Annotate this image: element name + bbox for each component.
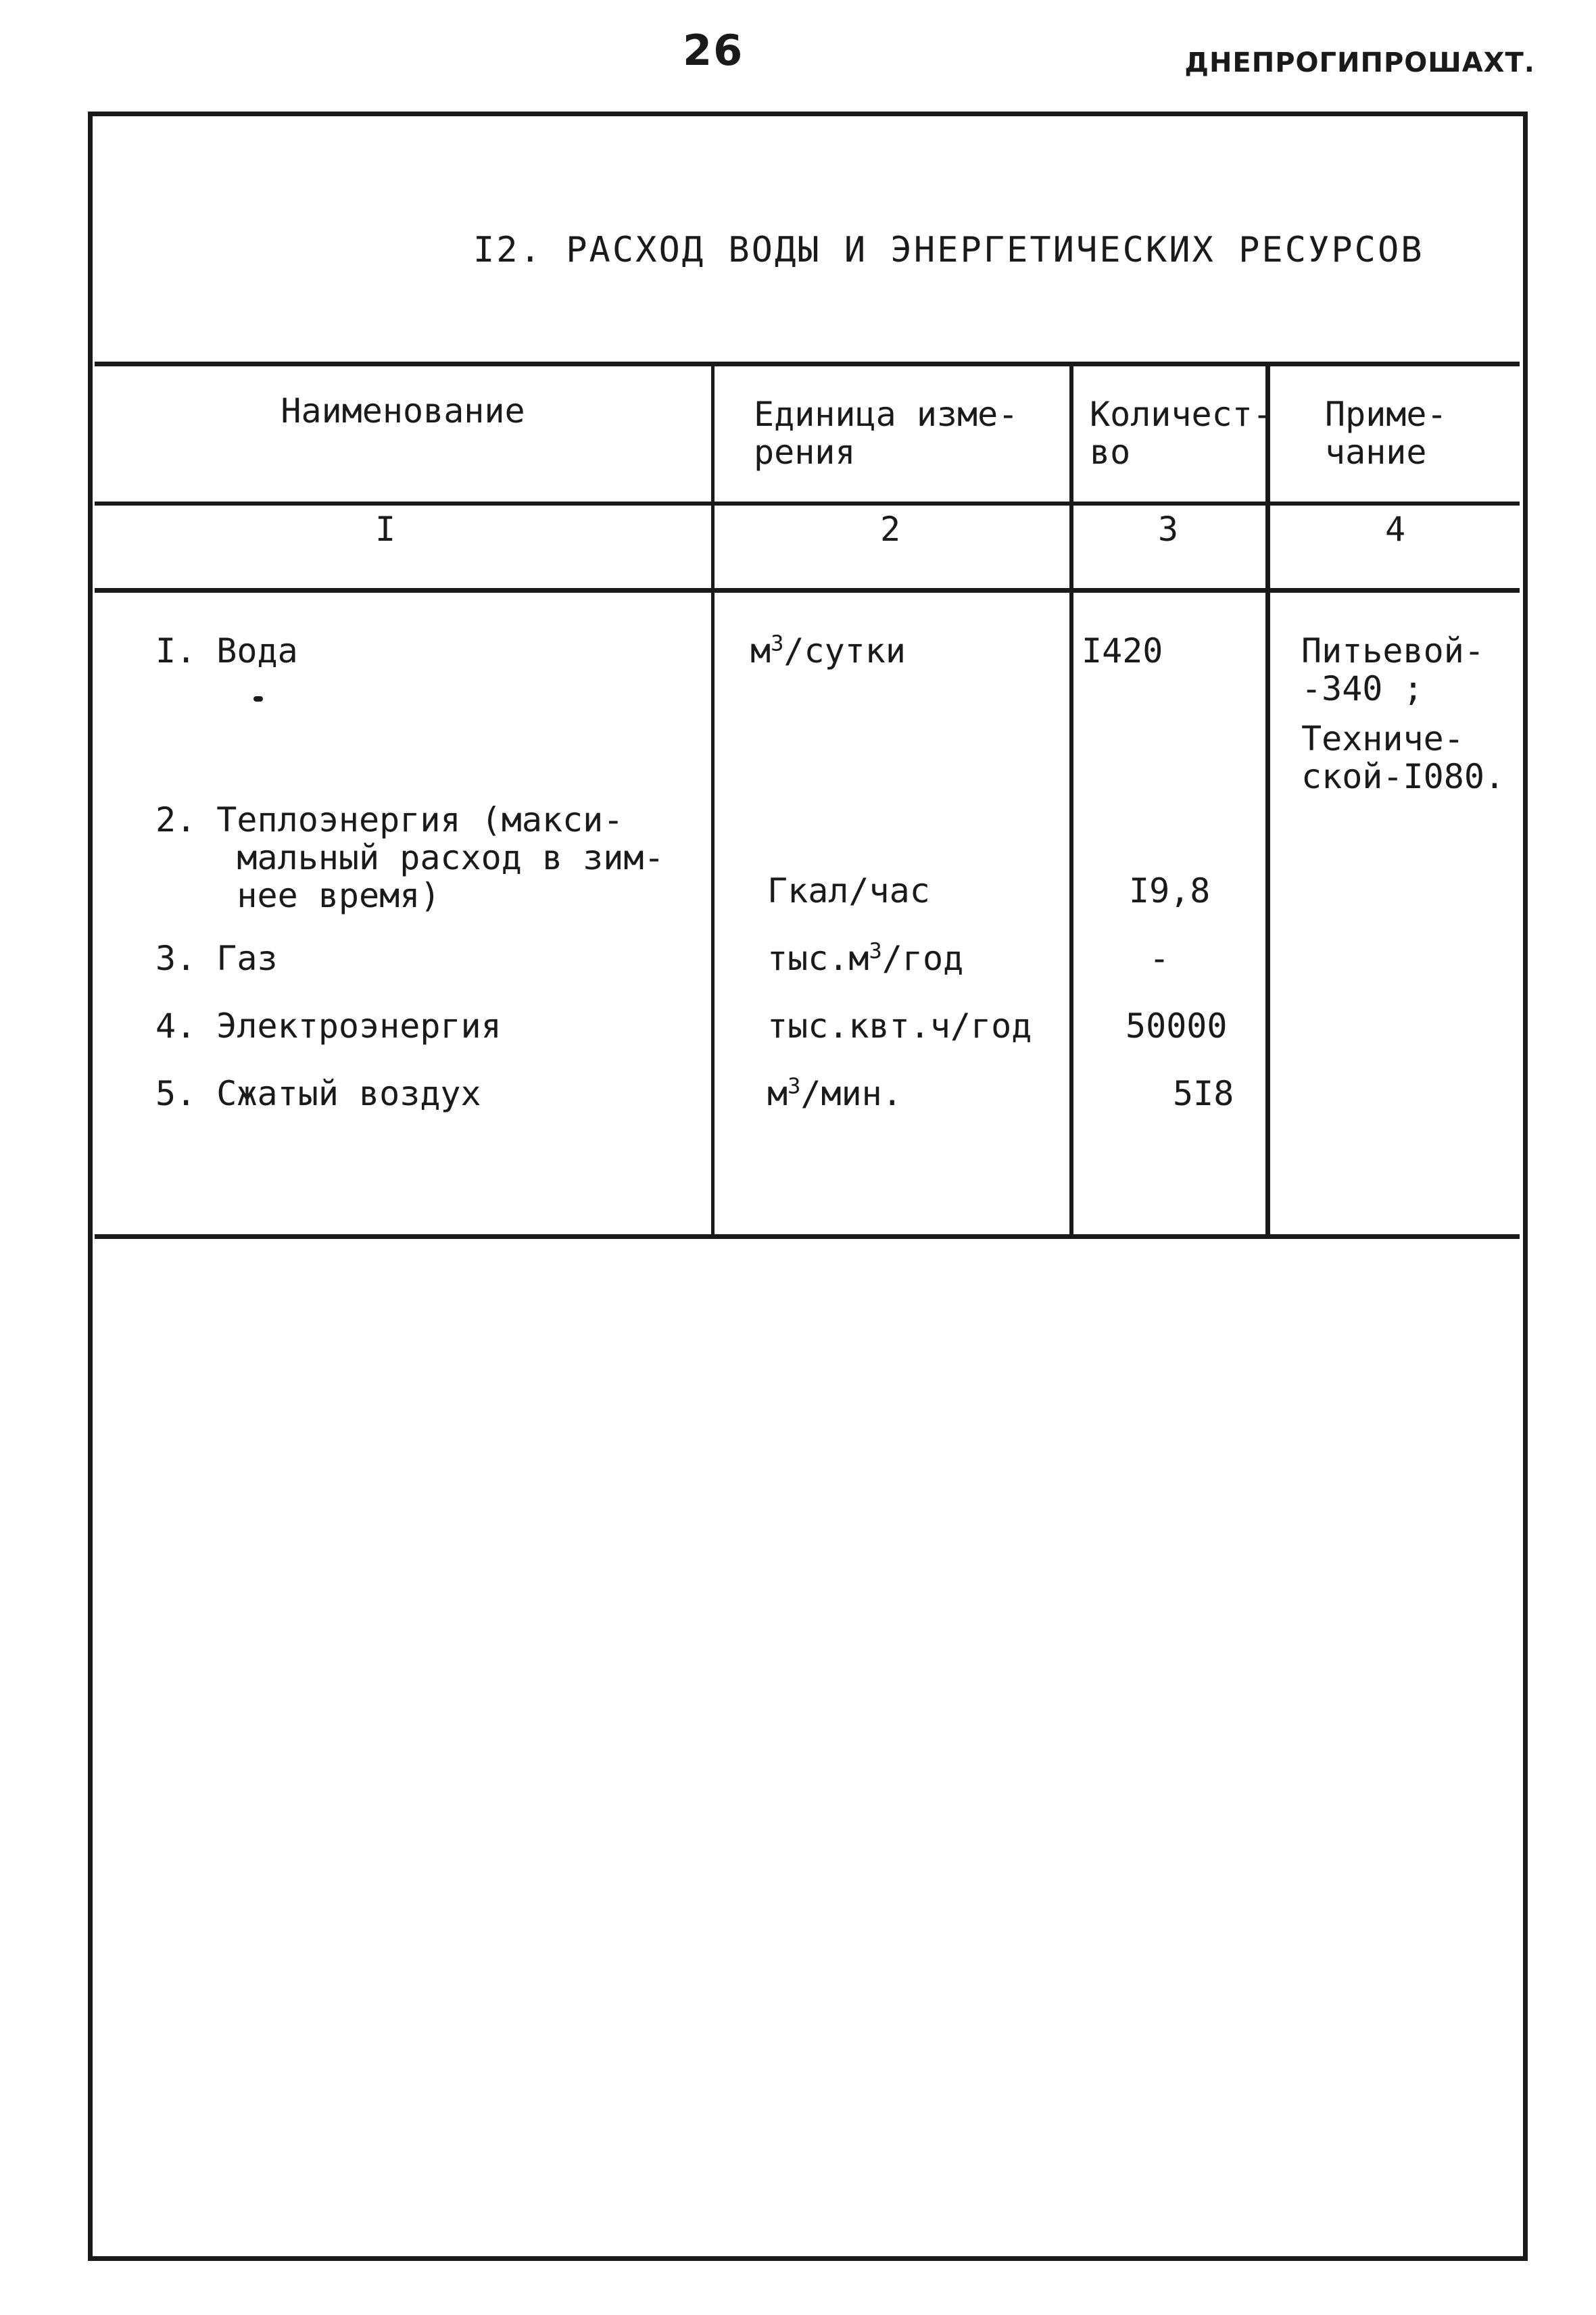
organization-stamp: ДНЕПРОГИПРОШАХТ. (1184, 47, 1535, 78)
row-note-water-technical: Техниче- ской-I080. (1301, 719, 1505, 796)
row-quantity-electricity: 50000 (1126, 1006, 1228, 1046)
column-number-1: I (374, 510, 396, 549)
header-quantity: Количест- во (1090, 395, 1273, 472)
header-divider (95, 502, 1520, 506)
row-quantity-gas: - (1149, 939, 1170, 978)
table-bottom-border (95, 1234, 1520, 1239)
row-name-heat: 2. Теплоэнергия (макси- мальный расход в зим- нее время) (155, 800, 664, 915)
header-name: Наименование (281, 391, 525, 431)
column-number-3: 3 (1157, 510, 1179, 549)
column-number-divider (95, 588, 1520, 593)
row-unit-heat: Гкал/час (767, 871, 930, 910)
row-name-water: I. Вода (155, 631, 298, 671)
row-unit-gas: $тыс.м^3$/год (767, 937, 964, 978)
column-divider-1 (711, 365, 715, 1237)
column-number-2: 2 (879, 510, 901, 549)
row-quantity-compressed-air: 5I8 (1173, 1074, 1234, 1113)
header-unit: Единица изме- рения (754, 395, 1019, 472)
ink-dot-mark (253, 696, 263, 702)
table-top-border (95, 362, 1520, 366)
row-quantity-water: I420 (1082, 631, 1163, 671)
section-title: I2. РАСХОД ВОДЫ И ЭНЕРГЕТИЧЕСКИХ РЕСУРСОВ (473, 230, 1424, 270)
row-unit-electricity: тыс.квт.ч/год (767, 1006, 1032, 1046)
row-name-compressed-air: 5. Сжатый воздух (155, 1074, 481, 1113)
row-note-water-drinking: Питьевой- -340 ; (1301, 631, 1484, 708)
row-name-gas: 3. Газ (155, 939, 278, 978)
column-divider-2 (1069, 365, 1073, 1237)
header-note: Приме- чание (1325, 395, 1447, 472)
row-unit-water: $м^3$/сутки (750, 630, 906, 671)
row-quantity-heat: I9,8 (1129, 871, 1211, 910)
page-number: 26 (683, 26, 744, 75)
column-divider-3 (1265, 365, 1270, 1237)
column-number-4: 4 (1384, 510, 1406, 549)
row-name-electricity: 4. Электроэнергия (155, 1006, 502, 1046)
row-unit-compressed-air: $м^3$/мин. (767, 1073, 902, 1113)
